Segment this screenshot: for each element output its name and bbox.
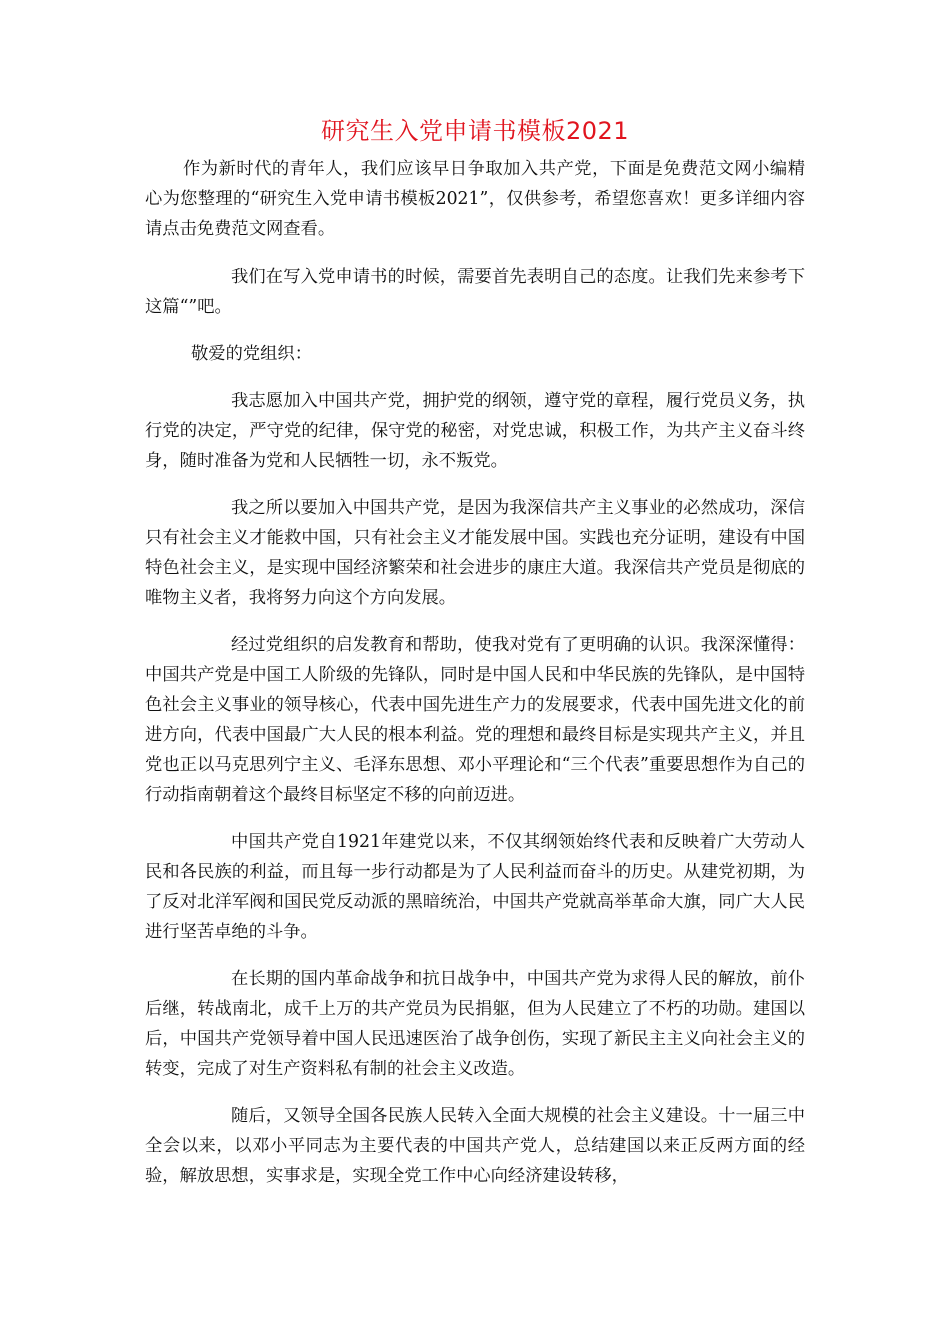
document-title: 研究生入党申请书模板2021	[320, 117, 630, 145]
body-paragraph: 中国共产党自1921年建党以来，不仅其纲领始终代表和反映着广大劳动人民和各民族的利益，而且每一步行动都是为了人民利益而奋斗的历史。从建党初期，为了反对北洋军阀和国民党反动派的黑暗统治，中国共产党就高举革命大旗，同广大人民进行坚苦卓绝的斗争。	[145, 832, 805, 942]
body-paragraph: 随后，又领导全国各民族人民转入全面大规模的社会主义建设。十一届三中全会以来，以邓小平同志为主要代表的中国共产党人，总结建国以来正反两方面的经验，解放思想，实事求是，实现全党工作中心向经济建设转移，	[145, 1106, 805, 1186]
body-paragraph: 在长期的国内革命战争和抗日战争中，中国共产党为求得人民的解放，前仆后继，转战南北，成千上万的共产党员为民捐躯，但为人民建立了不朽的功勋。建国以后，中国共产党领导着中国人民迅速医治了战争创伤，实现了新民主主义向社会主义的转变，完成了对生产资料私有制的社会主义改造。	[145, 969, 805, 1079]
body-paragraph: 我志愿加入中国共产党，拥护党的纲领，遵守党的章程，履行党员义务，执行党的决定，严守党的纪律，保守党的秘密，对党忠诚，积极工作，为共产主义奋斗终身，随时准备为党和人民牺牲一切，永不叛党。	[145, 391, 805, 471]
body-paragraph: 经过党组织的启发教育和帮助，使我对党有了更明确的认识。我深深懂得：中国共产党是中国工人阶级的先锋队，同时是中国人民和中华民族的先锋队，是中国特色社会主义事业的领导核心，代表中国先进生产力的发展要求，代表中国先进文化的前进方向，代表中国最广大人民的根本利益。党的理想和最终目标是实现共产主义，并且党也正以马克思列宁主义、毛泽东思想、邓小平理论和“三个代表”重要思想作为自己的行动指南朝着这个最终目标坚定不移的向前迈进。	[145, 635, 805, 805]
body-paragraph: 我之所以要加入中国共产党，是因为我深信共产主义事业的必然成功，深信只有社会主义才能救中国，只有社会主义才能发展中国。实践也充分证明，建设有中国特色社会主义，是实现中国经济繁荣和社会进步的康庄大道。我深信共产党员是彻底的唯物主义者，我将努力向这个方向发展。	[145, 498, 805, 608]
document-body	[145, 154, 805, 1191]
greeting-line: 敬爱的党组织：	[191, 344, 312, 364]
lead-paragraph: 我们在写入党申请书的时候，需要首先表明自己的态度。让我们先来参考下这篇“”吧。	[145, 267, 805, 317]
intro-paragraph: 作为新时代的青年人，我们应该早日争取加入共产党，下面是免费范文网小编精心为您整理的“研究生入党申请书模板2021”，仅供参考，希望您喜欢！更多详细内容请点击免费范文网查看。	[145, 159, 805, 239]
